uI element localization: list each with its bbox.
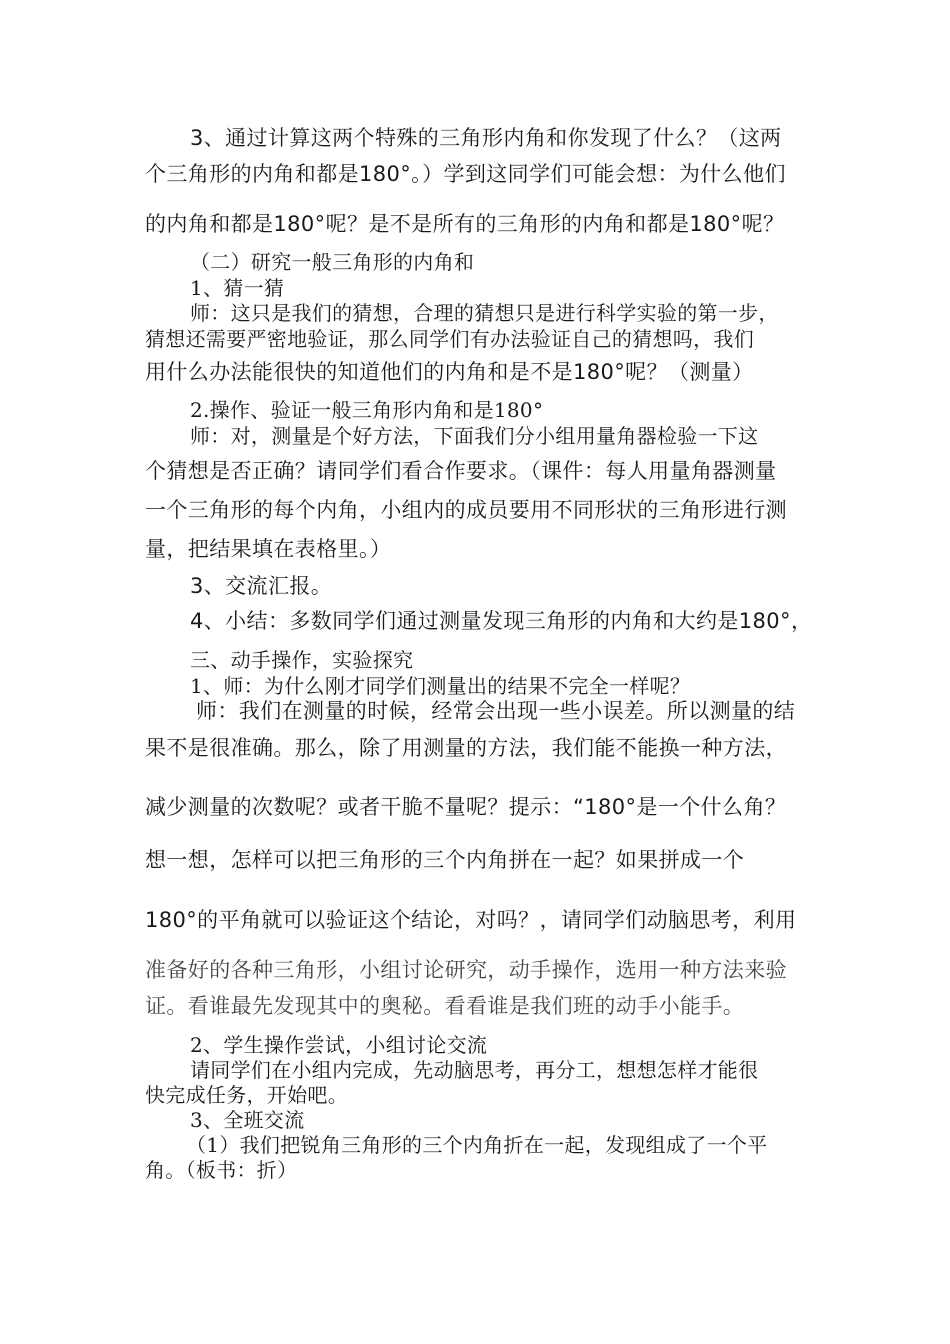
- paragraph-line: 请同学们在小组内完成，先动脑思考，再分工，想想怎样才能很: [190, 1058, 759, 1082]
- paragraph-line: （1）我们把锐角三角形的三个内角折在一起，发现组成了一个平: [186, 1133, 768, 1157]
- paragraph-line: 快完成任务，开始吧。: [145, 1083, 348, 1107]
- subsection-heading: 1、猜一猜: [190, 276, 285, 300]
- section-heading: （二）研究一般三角形的内角和: [190, 250, 475, 274]
- paragraph-line: 的内角和都是180°呢？是不是所有的三角形的内角和都是180°呢？: [145, 212, 785, 236]
- paragraph-line: 师：对，测量是个好方法，下面我们分小组用量角器检验一下这: [190, 424, 759, 448]
- paragraph-line: 果不是很准确。那么，除了用测量的方法，我们能不能换一种方法，: [145, 736, 787, 760]
- paragraph-line: 180°的平角就可以验证这个结论，对吗？，请同学们动脑思考，利用: [145, 908, 797, 932]
- paragraph-line: 证。看谁最先发现其中的奥秘。看看谁是我们班的动手小能手。: [145, 994, 745, 1018]
- paragraph-line: 减少测量的次数呢？或者干脆不量呢？提示：“180°是一个什么角？: [145, 795, 787, 819]
- paragraph-line: 4、小结：多数同学们通过测量发现三角形的内角和大约是180°，: [190, 609, 813, 633]
- paragraph-line: 用什么办法能很快的知道他们的内角和是不是180°呢？（测量）: [145, 360, 754, 384]
- paragraph-line: 师：这只是我们的猜想，合理的猜想只是进行科学实验的第一步，: [190, 301, 779, 325]
- paragraph-line: 1、师：为什么刚才同学们测量出的结果不完全一样呢？: [190, 674, 691, 698]
- paragraph-line: 3、通过计算这两个特殊的三角形内角和你发现了什么？（这两: [190, 126, 782, 150]
- paragraph-line: 个猜想是否正确？请同学们看合作要求。（课件：每人用量角器测量: [145, 459, 777, 483]
- paragraph-line: 准备好的各种三角形，小组讨论研究，动手操作，选用一种方法来验: [145, 958, 787, 982]
- paragraph-line: 师：我们在测量的时候，经常会出现一些小误差。所以测量的结: [196, 699, 796, 723]
- paragraph-line: 想一想，怎样可以把三角形的三个内角拼在一起？如果拼成一个: [145, 848, 745, 872]
- subsection-heading: 2、学生操作尝试，小组讨论交流: [190, 1033, 488, 1057]
- paragraph-line: 量，把结果填在表格里。）: [145, 537, 392, 561]
- section-heading: 三、动手操作，实验探究: [190, 648, 414, 672]
- paragraph-line: 3、交流汇报。: [190, 574, 333, 598]
- paragraph-line: 一个三角形的每个内角，小组内的成员要用不同形状的三角形进行测: [145, 498, 787, 522]
- subsection-heading: 2.操作、验证一般三角形内角和是180°: [190, 398, 544, 422]
- paragraph-line: 角。（板书：折）: [145, 1158, 298, 1182]
- paragraph-line: 猜想还需要严密地验证，那么同学们有办法验证自己的猜想吗，我们: [145, 327, 754, 351]
- subsection-heading: 3、全班交流: [190, 1108, 305, 1132]
- paragraph-line: 个三角形的内角和都是180°。）学到这同学们可能会想：为什么他们: [145, 162, 786, 186]
